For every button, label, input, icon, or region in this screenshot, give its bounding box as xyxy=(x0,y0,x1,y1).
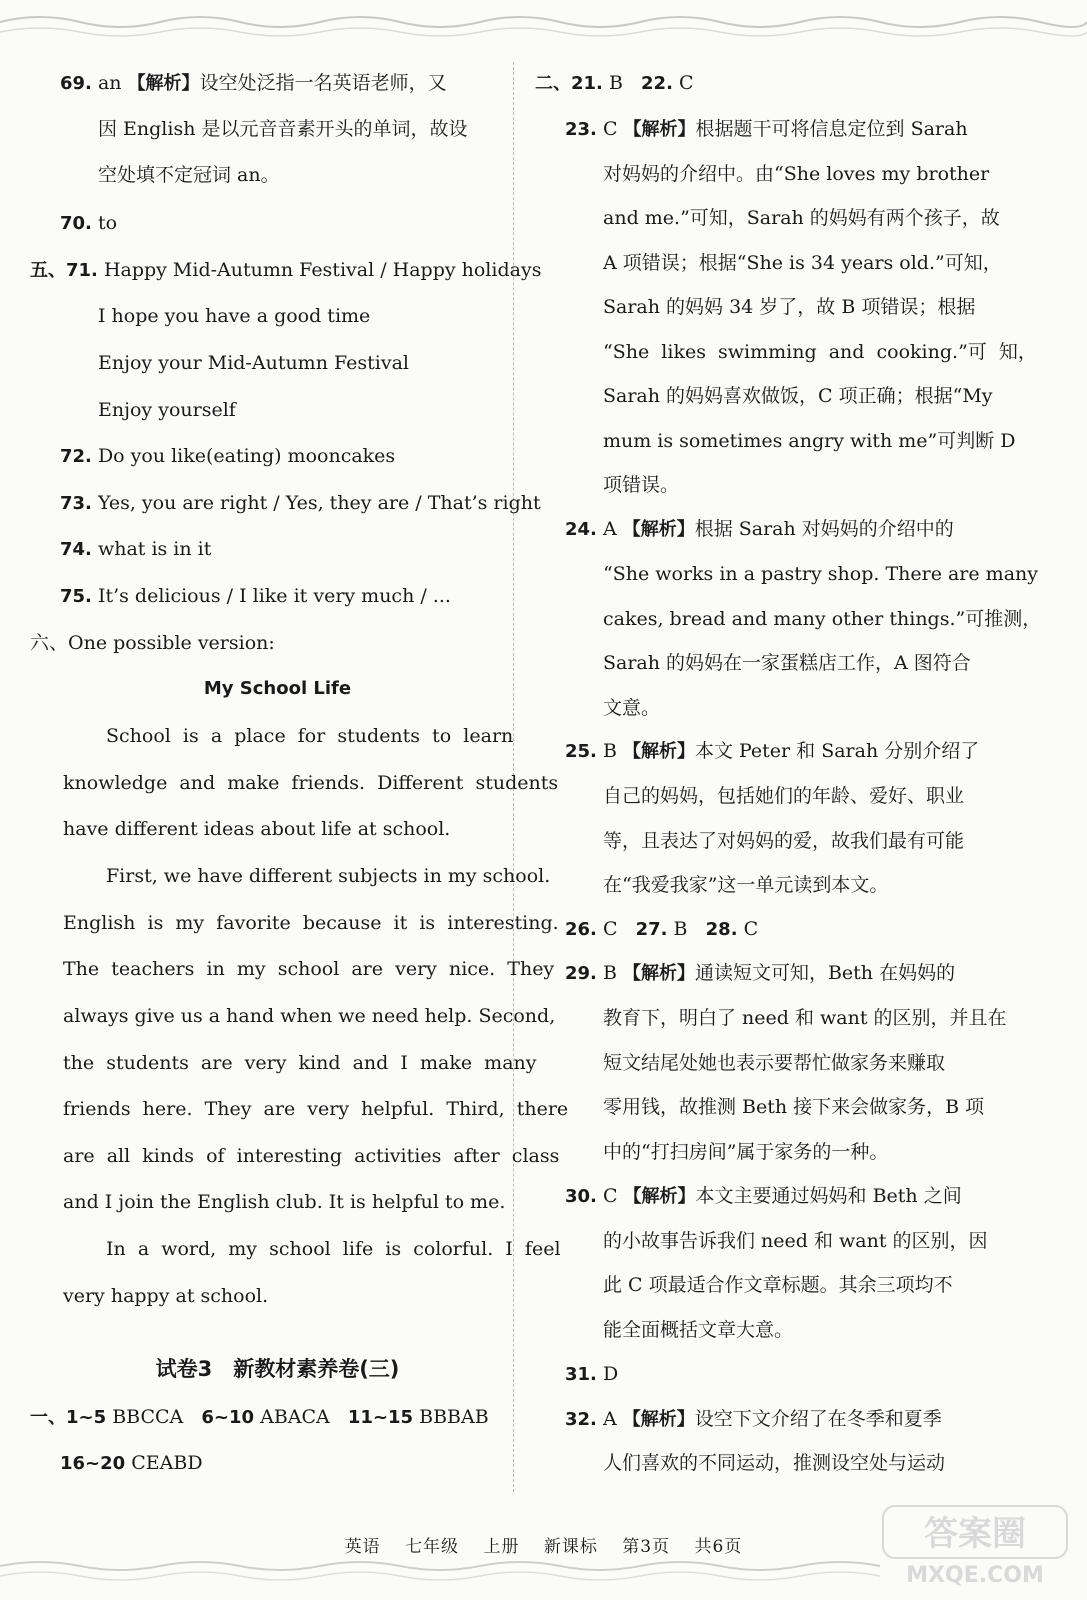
section-5-answer-71: 五、71. Happy Mid-Autumn Festival / Happy holidays xyxy=(30,259,542,281)
explanation-line: A 项错误；根据“She is 34 years old.”可知， xyxy=(603,252,1002,274)
footer-page-number: 第3页 xyxy=(622,1537,671,1557)
answer-31: 31. D xyxy=(565,1363,619,1385)
explanation-line: 对妈妈的介绍中。由“She loves my brother xyxy=(603,163,990,185)
footer-subject: 英语 xyxy=(344,1537,381,1557)
watermark-graphic xyxy=(875,1500,1075,1592)
essay-line: In a word, my school life is colorful. I feel xyxy=(106,1238,561,1260)
paper-3-title: 试卷3 新教材素养卷(三) xyxy=(155,1357,400,1381)
essay-line: the students are very kind and I make many xyxy=(63,1052,537,1074)
section-6-heading: 六、One possible version: xyxy=(30,632,275,654)
explanation-line: 中的“打扫房间”属于家务的一种。 xyxy=(603,1141,889,1163)
watermark-text: 答案圈 xyxy=(924,1514,1026,1554)
explanation-line: 自己的妈妈，包括她们的年龄、爱好、职业 xyxy=(603,785,965,807)
essay-line: always give us a hand when we need help. Second, xyxy=(63,1005,556,1027)
essay-line: are all kinds of interesting activities after class xyxy=(63,1145,560,1167)
section-1-answers-row2: 16~20 CEABD xyxy=(60,1452,203,1474)
explanation-line: 短文结尾处她也表示要帮忙做家务来赚取 xyxy=(603,1052,946,1074)
answer-69: 69. an 【解析】设空处泛指一名英语老师，又 xyxy=(60,72,447,94)
explanation-line: Sarah 的妈妈 34 岁了，故 B 项错误；根据 xyxy=(603,296,976,318)
essay-line: and I join the English club. It is helpful to me. xyxy=(63,1191,506,1213)
footer-grade: 七年级 xyxy=(405,1537,460,1557)
explanation-line: 在“我爱我家”这一单元读到本文。 xyxy=(603,874,889,896)
footer-edition: 新课标 xyxy=(543,1537,598,1557)
explanation-line: 人们喜欢的不同运动，推测设空处与运动 xyxy=(603,1452,946,1474)
top-border-decoration xyxy=(0,0,1087,55)
explanation-line: and me.”可知，Sarah 的妈妈有两个孩子，故 xyxy=(603,207,1000,229)
answer-69-line3: 空处填不定冠词 an。 xyxy=(98,164,280,186)
answer-30: 30. C 【解析】本文主要通过妈妈和 Beth 之间 xyxy=(565,1185,962,1207)
explanation-line: Sarah 的妈妈喜欢做饭，C 项正确；根据“My xyxy=(603,385,993,407)
essay-line: First, we have different subjects in my school. xyxy=(106,865,551,887)
answers-26-28: 26. C 27. B 28. C xyxy=(565,918,759,940)
answer-70: 70. to xyxy=(60,212,118,234)
explanation-line: Sarah 的妈妈在一家蛋糕店工作，A 图符合 xyxy=(603,652,971,674)
footer-total-pages: 共6页 xyxy=(694,1537,743,1557)
essay-line: have different ideas about life at school. xyxy=(63,818,451,840)
explanation-line: 项错误。 xyxy=(603,474,680,496)
section-1-answers-row1: 一、1~5 BBCCA 6~10 ABACA 11~15 BBBAB xyxy=(30,1406,489,1428)
explanation-line: 此 C 项最适合作文章标题。其余三项均不 xyxy=(603,1274,953,1296)
answer-71-alt-2: I hope you have a good time xyxy=(98,305,371,327)
explanation-line: 的小故事告诉我们 need 和 want 的区别，因 xyxy=(603,1230,988,1252)
explanation-line: 能全面概括文章大意。 xyxy=(603,1319,794,1341)
essay-line: very happy at school. xyxy=(63,1285,269,1307)
essay-line: English is my favorite because it is interesting. xyxy=(63,912,559,934)
answer-29: 29. B 【解析】通读短文可知，Beth 在妈妈的 xyxy=(565,962,956,984)
essay-line: The teachers in my school are very nice. They xyxy=(63,958,555,980)
explanation-line: 教育下，明白了 need 和 want 的区别，并且在 xyxy=(603,1007,1007,1029)
explanation-line: “She works in a pastry shop. There are many xyxy=(603,563,1038,585)
explanation-line: 文意。 xyxy=(603,697,661,719)
answer-74: 74. what is in it xyxy=(60,538,212,560)
answer-72: 72. Do you like(eating) mooncakes xyxy=(60,445,396,467)
footer-volume: 上册 xyxy=(483,1537,520,1557)
explanation-line: “She likes swimming and cooking.”可 知， xyxy=(603,341,1037,363)
explanation-line: cakes, bread and many other things.”可推测， xyxy=(603,608,1042,630)
answer-32: 32. A 【解析】设空下文介绍了在冬季和夏季 xyxy=(565,1408,942,1430)
essay-line: knowledge and make friends. Different students xyxy=(63,772,559,794)
essay-title: My School Life xyxy=(203,678,352,699)
explanation-line: mum is sometimes angry with me”可判断 D xyxy=(603,430,1016,452)
essay-line: friends here. They are very helpful. Third, there xyxy=(63,1098,569,1120)
answer-69-line2: 因 English 是以元音音素开头的单词，故设 xyxy=(98,118,468,140)
answer-73: 73. Yes, you are right / Yes, they are / That’s right xyxy=(60,492,541,514)
explanation-line: 零用钱，故推测 Beth 接下来会做家务，B 项 xyxy=(603,1096,985,1118)
explanation-line: 等，且表达了对妈妈的爱，故我们最有可能 xyxy=(603,830,965,852)
answer-71-alt-3: Enjoy your Mid-Autumn Festival xyxy=(98,352,409,374)
watermark-logo xyxy=(875,1500,1075,1592)
answer-75: 75. It’s delicious / I like it very much / ... xyxy=(60,585,451,607)
watermark-url: MXQE.COM xyxy=(906,1563,1044,1588)
answer-23: 23. C 【解析】根据题干可将信息定位到 Sarah xyxy=(565,118,968,140)
answer-71-alt-4: Enjoy yourself xyxy=(98,399,236,421)
answer-24: 24. A 【解析】根据 Sarah 对妈妈的介绍中的 xyxy=(565,518,954,540)
essay-line: School is a place for students to learn xyxy=(106,725,514,747)
answer-25: 25. B 【解析】本文 Peter 和 Sarah 分别介绍了 xyxy=(565,740,980,762)
section-2-answers-21-22: 二、21. B 22. C xyxy=(535,72,694,94)
